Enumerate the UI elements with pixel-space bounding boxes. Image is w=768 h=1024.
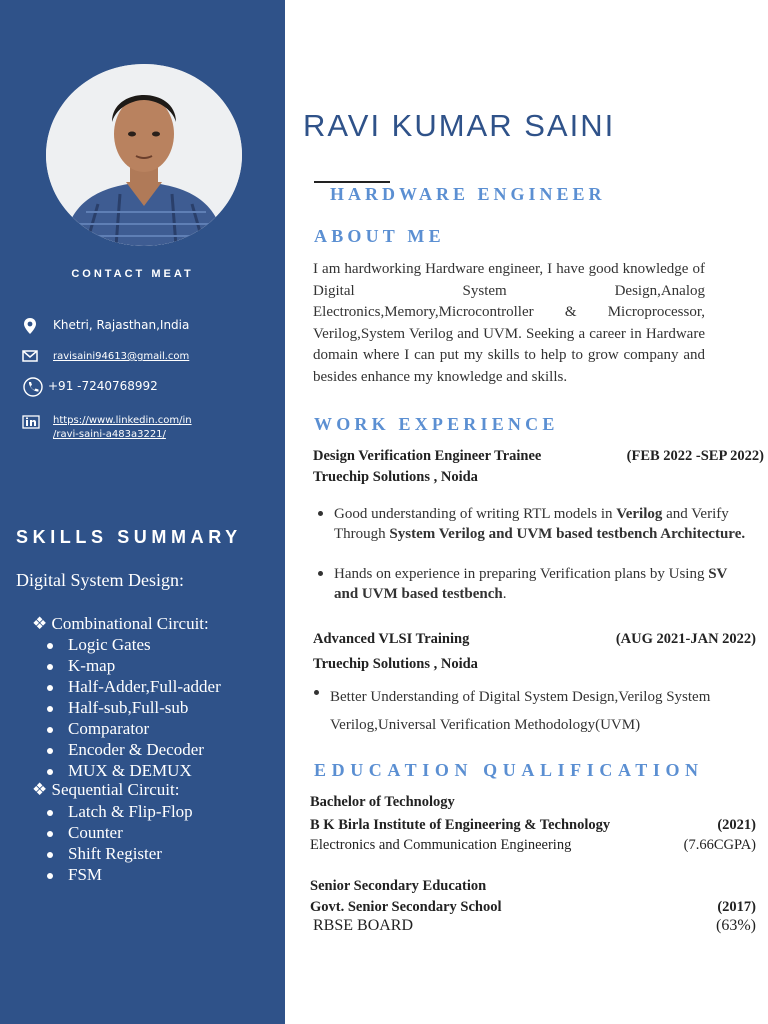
- job-role-title: Design Verification Engineer Trainee: [313, 448, 542, 464]
- linkedin-link-line1[interactable]: https://www.linkedin.com/in: [53, 415, 192, 426]
- about-title: ABOUT ME: [314, 226, 445, 246]
- bullet-text: Hands on experience in preparing Verification plans by Using: [334, 566, 709, 582]
- edu-school: Govt. Senior Secondary School: [310, 899, 502, 915]
- candidate-name: RAVI KUMAR SAINI: [303, 108, 616, 143]
- job-dates: (AUG 2021-JAN 2022): [615, 631, 756, 647]
- skill-item: Latch & Flip-Flop: [68, 802, 193, 821]
- contact-title: CONTACT MEAT: [71, 268, 194, 280]
- experience-bullet: [330, 683, 758, 739]
- location-text: Khetri, Rajasthan,India: [53, 318, 190, 332]
- edu-detail: Electronics and Communication Engineering: [310, 837, 572, 853]
- edu-score: (7.66CGPA): [683, 837, 756, 853]
- linkedin-icon: [22, 415, 40, 432]
- experience-bullet: [334, 504, 754, 544]
- phone-icon: [22, 377, 44, 400]
- job-company: Truechip Solutions , Noida: [313, 656, 478, 672]
- skills-title: SKILLS SUMMARY: [16, 527, 242, 547]
- location-pin-icon: [22, 317, 38, 338]
- sequential-group: [32, 780, 179, 800]
- skill-item: Logic Gates: [68, 635, 151, 654]
- bullet-text: Better Understanding of Digital System Design,Verilog System Verilog,Universal Verification Methodology(UVM): [330, 689, 711, 733]
- skill-item: Half-Adder,Full-adder: [68, 677, 221, 696]
- education-title: EDUCATION QUALIFICATION: [314, 760, 704, 780]
- experience-bullet: [334, 564, 754, 604]
- skills-heading: Digital System Design:: [16, 570, 184, 590]
- edu-school: B K Birla Institute of Engineering & Technology: [310, 817, 611, 833]
- bullet-bold: Verilog: [616, 506, 663, 522]
- job-role-title: Advanced VLSI Training: [313, 631, 470, 647]
- skill-item: Shift Register: [68, 844, 162, 863]
- skill-item: K-map: [68, 656, 116, 675]
- bullet-bold: SV and UVM based testbench: [334, 566, 728, 602]
- skill-item: Half-sub,Full-sub: [68, 698, 189, 717]
- job-role: HARDWARE ENGINEER: [330, 184, 606, 204]
- combinational-label: Combinational Circuit:: [51, 614, 209, 633]
- skill-item: Encoder & Decoder: [68, 740, 204, 759]
- skill-item: Counter: [68, 823, 123, 842]
- skill-item: FSM: [68, 865, 103, 884]
- about-text: I am hardworking Hardware engineer, I have good knowledge of Digital System Design,Analog Electronics,Memory,Microcontroller & Microprocessor, Verilog,System Verilog and UVM. Seeking a career in Hardware domain where I can put my skills to help to grow company and besides enhance my knowledge and skills.: [313, 261, 705, 385]
- skill-item: MUX & DEMUX: [68, 761, 192, 780]
- bullet-bold: System Verilog and UVM based testbench Architecture.: [389, 526, 746, 542]
- edu-degree: Senior Secondary Education: [310, 878, 487, 894]
- job-dates: (FEB 2022 -SEP 2022): [626, 448, 764, 464]
- combinational-group: [32, 614, 209, 634]
- edu-score: (63%): [716, 917, 756, 934]
- sidebar: [0, 0, 285, 1024]
- edu-detail: RBSE BOARD: [313, 917, 414, 934]
- linkedin-link-line2[interactable]: /ravi-saini-a483a3221/: [53, 429, 166, 440]
- experience-title: WORK EXPERIENCE: [314, 414, 559, 434]
- diamond-bullet-icon: ❖: [32, 780, 48, 799]
- skill-item: Comparator: [68, 719, 150, 738]
- sequential-label: Sequential Circuit:: [51, 780, 180, 799]
- edu-degree: Bachelor of Technology: [310, 794, 455, 810]
- phone-text: +91 -7240768992: [48, 379, 158, 393]
- edu-year: (2021): [717, 817, 756, 833]
- envelope-icon: [22, 350, 38, 365]
- bullet-text: and Verify Through: [334, 506, 729, 542]
- diamond-bullet-icon: ❖: [32, 614, 48, 633]
- email-link[interactable]: ravisaini94613@gmail.com: [53, 351, 190, 362]
- edu-year: (2017): [717, 899, 756, 915]
- bullet-text: .: [502, 586, 507, 602]
- job-company: Truechip Solutions , Noida: [313, 469, 478, 485]
- profile-photo: [46, 64, 242, 246]
- name-divider: [314, 181, 390, 183]
- bullet-text: Good understanding of writing RTL models in: [334, 506, 617, 522]
